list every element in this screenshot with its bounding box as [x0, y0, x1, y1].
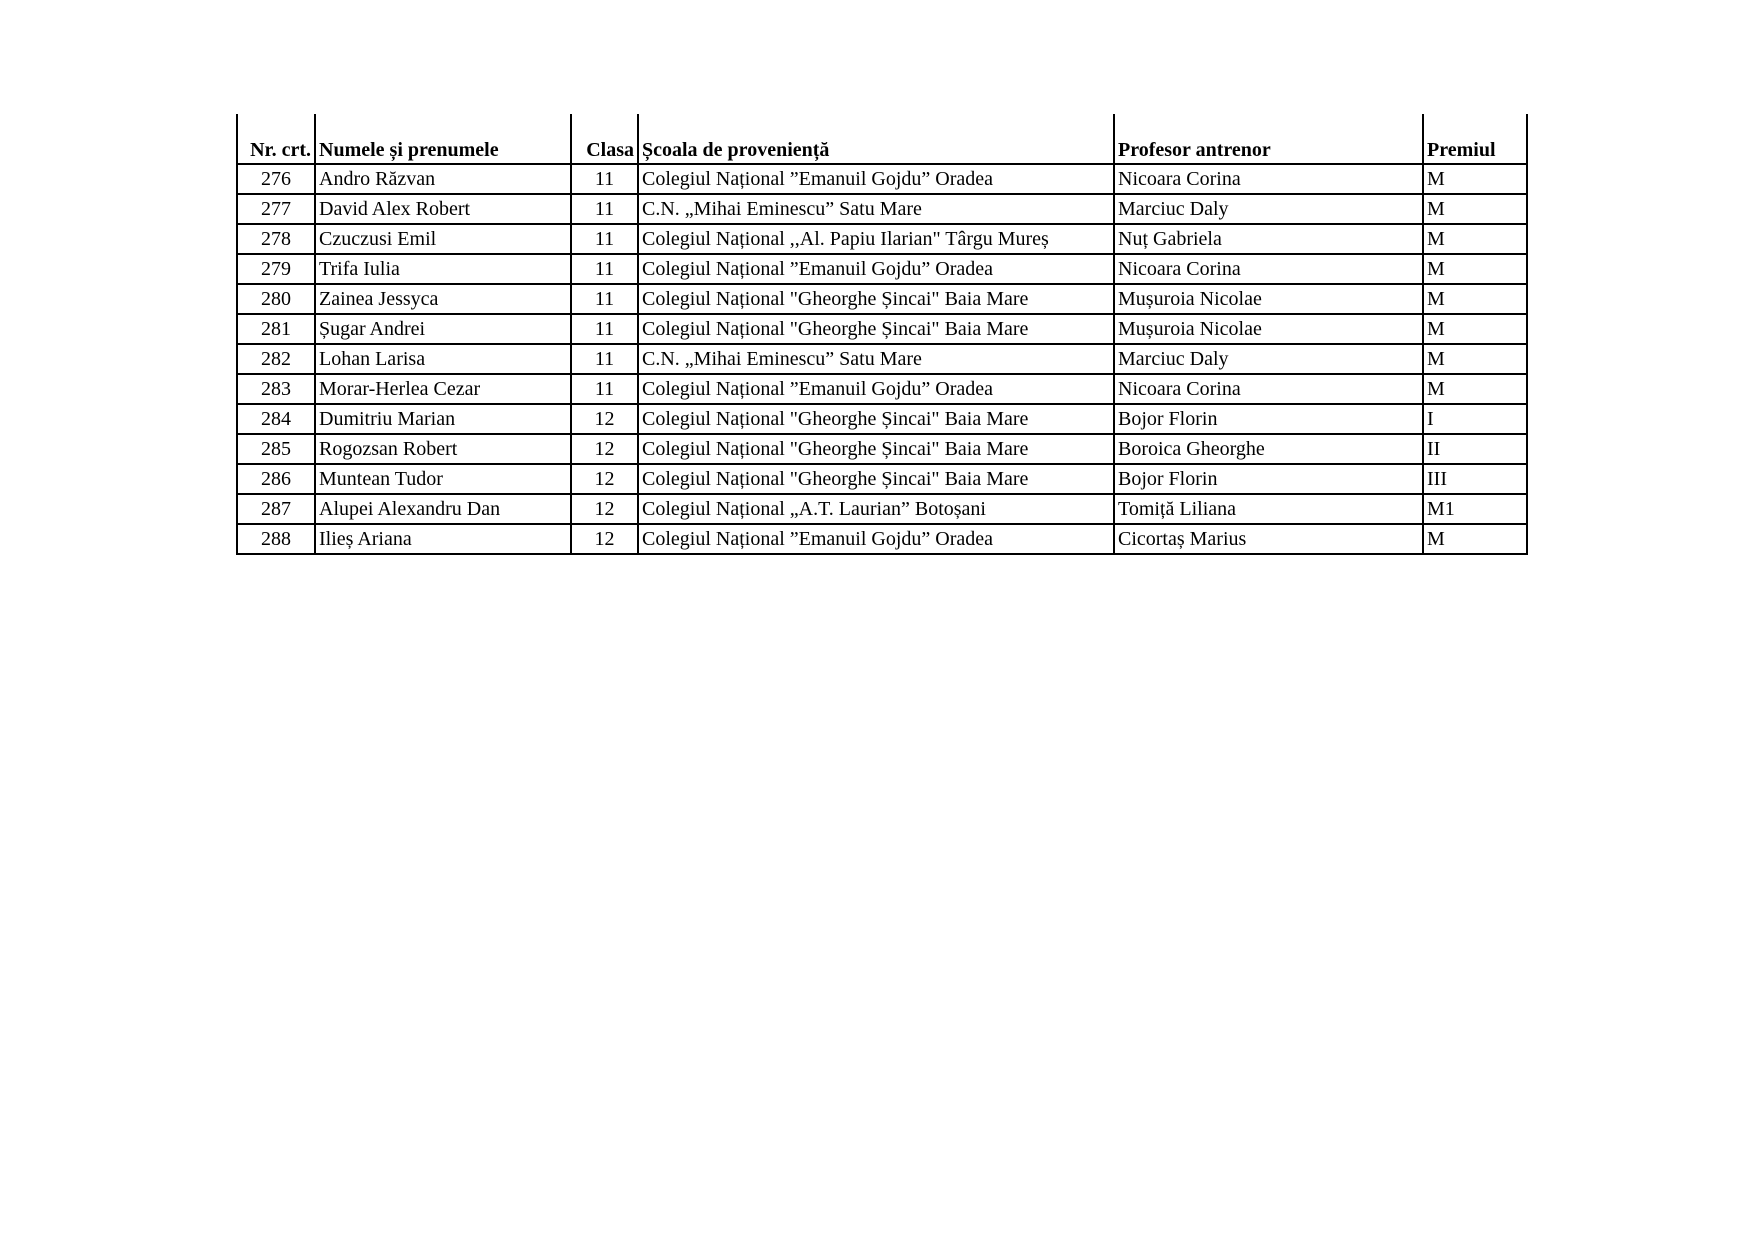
table-row: [237, 404, 1527, 434]
cell-clasa: 12: [571, 404, 638, 434]
cell-profesor: Nicoara Corina: [1114, 254, 1423, 284]
cell-name: Alupei Alexandru Dan: [315, 494, 571, 524]
header-profesor: Profesor antrenor: [1114, 114, 1423, 164]
cell-name: Lohan Larisa: [315, 344, 571, 374]
cell-name: Zainea Jessyca: [315, 284, 571, 314]
table-row: [237, 194, 1527, 224]
cell-profesor: Nicoara Corina: [1114, 164, 1423, 194]
cell-clasa: 11: [571, 194, 638, 224]
cell-nr-crt: 286: [237, 464, 315, 494]
header-clasa: Clasa: [571, 114, 638, 164]
results-table: [236, 114, 1528, 555]
cell-nr-crt: 281: [237, 314, 315, 344]
cell-premiul: M: [1423, 224, 1527, 254]
header-premiul: Premiul: [1423, 114, 1527, 164]
cell-clasa: 11: [571, 224, 638, 254]
cell-school: C.N. „Mihai Eminescu” Satu Mare: [638, 344, 1114, 374]
cell-name: Morar-Herlea Cezar: [315, 374, 571, 404]
table-row: [237, 344, 1527, 374]
cell-profesor: Tomiță Liliana: [1114, 494, 1423, 524]
cell-clasa: 11: [571, 254, 638, 284]
cell-nr-crt: 285: [237, 434, 315, 464]
cell-name: Andro Răzvan: [315, 164, 571, 194]
cell-profesor: Boroica Gheorghe: [1114, 434, 1423, 464]
cell-clasa: 11: [571, 314, 638, 344]
cell-premiul: I: [1423, 404, 1527, 434]
cell-name: Șugar Andrei: [315, 314, 571, 344]
table-header-row: [237, 114, 1527, 164]
cell-premiul: M: [1423, 284, 1527, 314]
table-row: [237, 254, 1527, 284]
table-row: [237, 464, 1527, 494]
cell-nr-crt: 279: [237, 254, 315, 284]
table-row: [237, 494, 1527, 524]
cell-school: Colegiul Național "Gheorghe Șincai" Baia Mare: [638, 404, 1114, 434]
cell-name: Muntean Tudor: [315, 464, 571, 494]
cell-profesor: Nuț Gabriela: [1114, 224, 1423, 254]
table-row: [237, 284, 1527, 314]
table-row: [237, 374, 1527, 404]
cell-name: Rogozsan Robert: [315, 434, 571, 464]
cell-school: Colegiul Național ”Emanuil Gojdu” Oradea: [638, 374, 1114, 404]
cell-profesor: Marciuc Daly: [1114, 344, 1423, 374]
cell-nr-crt: 278: [237, 224, 315, 254]
cell-nr-crt: 277: [237, 194, 315, 224]
cell-premiul: M: [1423, 194, 1527, 224]
cell-clasa: 12: [571, 524, 638, 554]
cell-premiul: M: [1423, 164, 1527, 194]
table-row: [237, 314, 1527, 344]
cell-school: Colegiul Național ”Emanuil Gojdu” Oradea: [638, 254, 1114, 284]
cell-school: Colegiul Național ”Emanuil Gojdu” Oradea: [638, 524, 1114, 554]
cell-nr-crt: 284: [237, 404, 315, 434]
cell-school: Colegiul Național "Gheorghe Șincai" Baia Mare: [638, 284, 1114, 314]
cell-name: Ilieș Ariana: [315, 524, 571, 554]
table-row: [237, 524, 1527, 554]
cell-profesor: Cicortaș Marius: [1114, 524, 1423, 554]
cell-nr-crt: 282: [237, 344, 315, 374]
cell-nr-crt: 287: [237, 494, 315, 524]
table-row: [237, 224, 1527, 254]
cell-school: Colegiul Național „A.T. Laurian” Botoșani: [638, 494, 1114, 524]
cell-school: Colegiul Național "Gheorghe Șincai" Baia Mare: [638, 314, 1114, 344]
cell-nr-crt: 280: [237, 284, 315, 314]
table-row: [237, 164, 1527, 194]
cell-profesor: Nicoara Corina: [1114, 374, 1423, 404]
cell-premiul: M: [1423, 254, 1527, 284]
header-nr-crt: Nr. crt.: [237, 114, 315, 164]
cell-clasa: 12: [571, 434, 638, 464]
cell-premiul: M: [1423, 314, 1527, 344]
cell-school: Colegiul Național "Gheorghe Șincai" Baia Mare: [638, 434, 1114, 464]
cell-profesor: Mușuroia Nicolae: [1114, 284, 1423, 314]
cell-name: Dumitriu Marian: [315, 404, 571, 434]
header-name: Numele și prenumele: [315, 114, 571, 164]
cell-nr-crt: 288: [237, 524, 315, 554]
cell-premiul: M: [1423, 374, 1527, 404]
cell-school: C.N. „Mihai Eminescu” Satu Mare: [638, 194, 1114, 224]
cell-premiul: II: [1423, 434, 1527, 464]
cell-clasa: 12: [571, 494, 638, 524]
cell-premiul: M: [1423, 344, 1527, 374]
cell-name: David Alex Robert: [315, 194, 571, 224]
cell-name: Czuczusi Emil: [315, 224, 571, 254]
cell-nr-crt: 283: [237, 374, 315, 404]
table-row: [237, 434, 1527, 464]
cell-nr-crt: 276: [237, 164, 315, 194]
cell-profesor: Bojor Florin: [1114, 404, 1423, 434]
table-body: [237, 164, 1527, 554]
cell-clasa: 11: [571, 284, 638, 314]
cell-clasa: 12: [571, 464, 638, 494]
cell-profesor: Marciuc Daly: [1114, 194, 1423, 224]
header-school: Școala de proveniență: [638, 114, 1114, 164]
cell-school: Colegiul Național "Gheorghe Șincai" Baia Mare: [638, 464, 1114, 494]
cell-clasa: 11: [571, 344, 638, 374]
cell-premiul: III: [1423, 464, 1527, 494]
cell-clasa: 11: [571, 374, 638, 404]
cell-name: Trifa Iulia: [315, 254, 571, 284]
cell-clasa: 11: [571, 164, 638, 194]
cell-premiul: M: [1423, 524, 1527, 554]
cell-profesor: Bojor Florin: [1114, 464, 1423, 494]
cell-premiul: M1: [1423, 494, 1527, 524]
cell-school: Colegiul Național ”Emanuil Gojdu” Oradea: [638, 164, 1114, 194]
cell-profesor: Mușuroia Nicolae: [1114, 314, 1423, 344]
cell-school: Colegiul Național ,,Al. Papiu Ilarian" Târgu Mureș: [638, 224, 1114, 254]
